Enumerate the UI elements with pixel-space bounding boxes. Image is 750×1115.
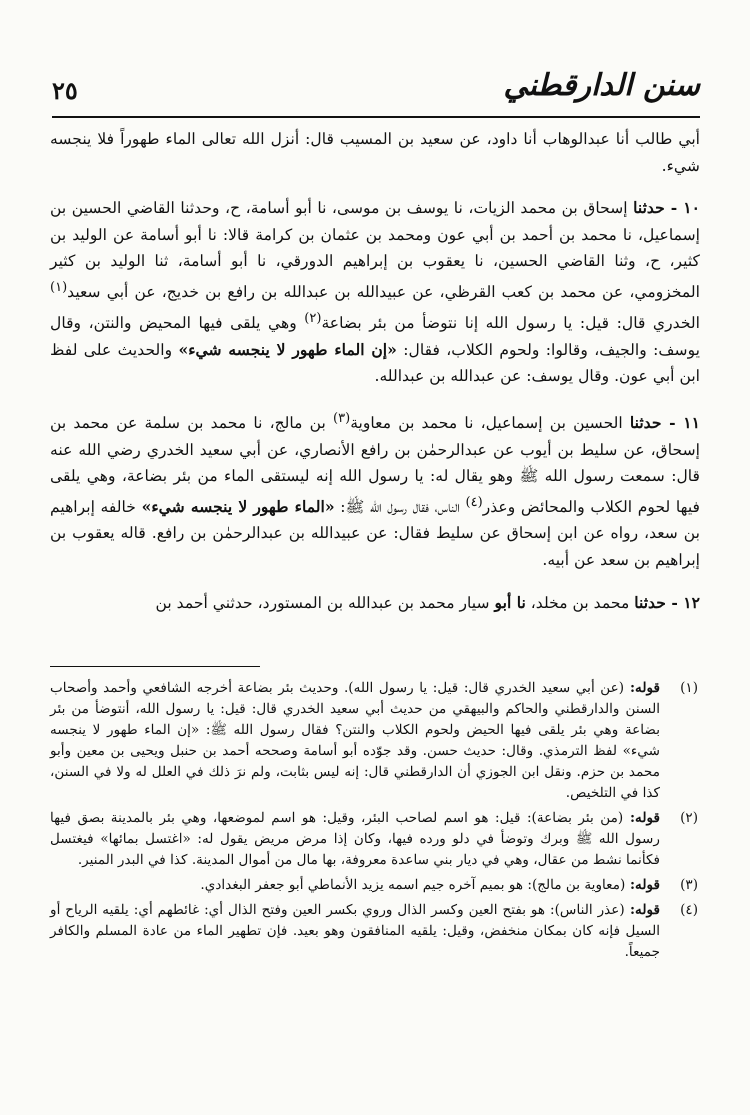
- hadith-number: ١٠ -: [664, 198, 700, 218]
- page-header: [52, 68, 700, 118]
- hadith-text: بن مالج، نا محمد بن سلمة عن محمد بن إسحاق، عن سليط بن أيوب عن عبدالرحمٰن بن رافع الأنصاري، عن أبي سعيد الخدري رضي الله عنه قال: سمعت رسول الله ﷺ وهو يقال له: يا رسول الله إنه ليستقى الماء من بئر بضاعة، وهي يلقى فيها لحوم الكلاب والمحائض وعذر: [50, 413, 700, 516]
- footnote-marker: (٣): [333, 410, 351, 426]
- hadith-bold: نا أبو: [494, 592, 526, 612]
- footnote-marker: (٢): [304, 310, 322, 326]
- hadith-text: إسحاق بن محمد الزيات، نا يوسف بن موسى، نا أبو أسامة، ح، وحدثنا القاضي الحسين بن إسماعيل، نا محمد بن أحمد بن أبي عون ومحمد بن عثمان بن كرامة قالا: نا أبو أسامة عن الوليد بن كثير، ح، وثنا القاضي الحسين، نا يعقوب بن إبراهيم الدورقي، نا أبو أسامة، ثنا الوليد بن كثير المخزومي، عن محمد بن كعب القرظي، عن عبيدالله بن عبدالله بن رافع بن خديج، عن أبي سعيد: [50, 199, 700, 302]
- footnote-number: (٣): [680, 877, 698, 893]
- hadith-10: [50, 195, 700, 390]
- footnote-text: [50, 900, 660, 963]
- hadith-lead: حدثنا: [634, 592, 666, 612]
- footnote-lead: قوله:: [623, 810, 660, 826]
- hadith-text: والحديث على لفظ ابن أبي عون. وقال يوسف: عن عبدالله بن عبدالله.: [50, 340, 700, 386]
- footnote-number: (٤): [680, 902, 698, 918]
- footnotes: [50, 678, 698, 967]
- hadith-11: [50, 406, 700, 574]
- footnote-divider: [50, 666, 260, 667]
- footnote-marker: (٤): [465, 494, 483, 510]
- paragraph-continuation: أبي طالب أنا عبدالوهاب أنا داود، عن سعيد بن المسيب قال: أنزل الله تعالى الماء طهوراً فلا ينجسه شيء.: [50, 130, 700, 175]
- hadith-lead: حدثنا: [629, 412, 662, 432]
- footnote-lead: قوله:: [624, 902, 660, 918]
- footnote-number: (١): [680, 680, 698, 696]
- footnote-number: (٢): [680, 810, 698, 826]
- hadith-text: الخدري قال: قيل: يا رسول الله إنا نتوضأ من بئر بضاعة: [321, 313, 701, 332]
- page-number: ٢٥: [52, 76, 78, 105]
- hadith-text: سيار محمد بن عبدالله بن المستورد، حدثني أحمد بن: [155, 593, 495, 612]
- footnote-body: (معاوية بن مالج): هو بميم آخره جيم اسمه يزيد الأنماطي أبو جعفر البغدادي.: [200, 877, 626, 893]
- footnote-lead: قوله:: [625, 877, 660, 893]
- footnote-body: (عذر الناس): هو بفتح العين وكسر الذال وروي بكسر العين وفتح الذال أي: غائطهم أي: يلقيه الرياح أو السيل فإنه كان بمكان منخفض، وقيل: يلقيه المنافقون وهو بعيد. فإن تطهير الماء من عادة المسلم والكافر جميعاً.: [50, 902, 660, 960]
- running-title: سنن الدارقطني: [503, 68, 700, 103]
- hadith-quote: «الماء طهور لا ينجسه شيء»: [141, 496, 335, 516]
- footnote-text: [50, 875, 660, 896]
- footnote-body: (عن أبي سعيد الخدري قال: قيل: يا رسول الله). وحديث بئر بضاعة أخرجه الشافعي وأحمد وأصحاب السنن والدارقطني والحاكم والبيهقي من حديث أبي سعيد الخدري قال: قيل: يا رسول الله، أنتوضأ من بئر بضاعة وهي بئر يلقى فيها الحيض ولحوم الكلاب والنتن؟ فقال رسول الله ﷺ: «إن الماء طهور لا ينجسه شيء» لفظ الترمذي. وقال: حديث حسن. وقد جوّده أبو أسامة وصححه أحمد بن حنبل ويحيى بن معين وأبو محمد بن حزم. ونقل ابن الجوزي أن الدارقطني قال: إنه ليس بثابت، ولم نرَ ذلك في العلل له ولا في السنن، كذا في التلخيص.: [50, 680, 660, 801]
- footnote-3: [50, 875, 698, 896]
- footnote-1: [50, 678, 698, 804]
- footnote-text: [50, 808, 660, 871]
- hadith-quote: «إن الماء طهور لا ينجسه شيء»: [178, 339, 397, 359]
- footnote-lead: قوله:: [624, 680, 661, 696]
- footnote-2: [50, 808, 698, 871]
- hadith-number: ١١ -: [661, 412, 700, 432]
- hadith-12: [50, 590, 700, 617]
- footnote-4: [50, 900, 698, 963]
- hadith-number: ١٢ -: [665, 592, 700, 612]
- hadith-text: خالفه إبراهيم بن سعد، رواه عن ابن إسحاق عن سليط فقال: عن عبيدالله بن عبدالرحمٰن بن رافع. قاله يعقوب بن إبراهيم بن سعد عن أبيه.: [50, 497, 700, 570]
- footnote-text: [50, 678, 660, 804]
- hadith-text: محمد بن مخلد،: [525, 593, 635, 612]
- hadith-text: الناس، فقال رسول الله ﷺ:: [334, 497, 466, 516]
- hadith-lead: حدثنا: [633, 198, 665, 218]
- footnote-marker: (١): [50, 279, 68, 295]
- footnote-body: (من بئر بضاعة): قيل: هو اسم لصاحب البئر، وقيل: هو اسم لموضعها، وهي بئر بالمدينة بصق فيها رسول الله ﷺ وبرك وتوضأ في دلو ورده فيها، وكان إذا مرض مريض يقول له: «اغتسل بمائها» فيغتسل فكأنما نشط من عقال، وهي في ديار بني ساعدة معروفة، بها مال من أموال المدينة. كذا في البدر المنير.: [50, 810, 660, 868]
- hadith-text: الحسين بن إسماعيل، نا محمد بن معاوية: [350, 413, 630, 432]
- main-text: [50, 126, 700, 632]
- hadith-text: وهي يلقى فيها المحيض والنتن، وقال يوسف: والجيف، وقالوا: ولحوم الكلاب، فقال:: [50, 313, 700, 359]
